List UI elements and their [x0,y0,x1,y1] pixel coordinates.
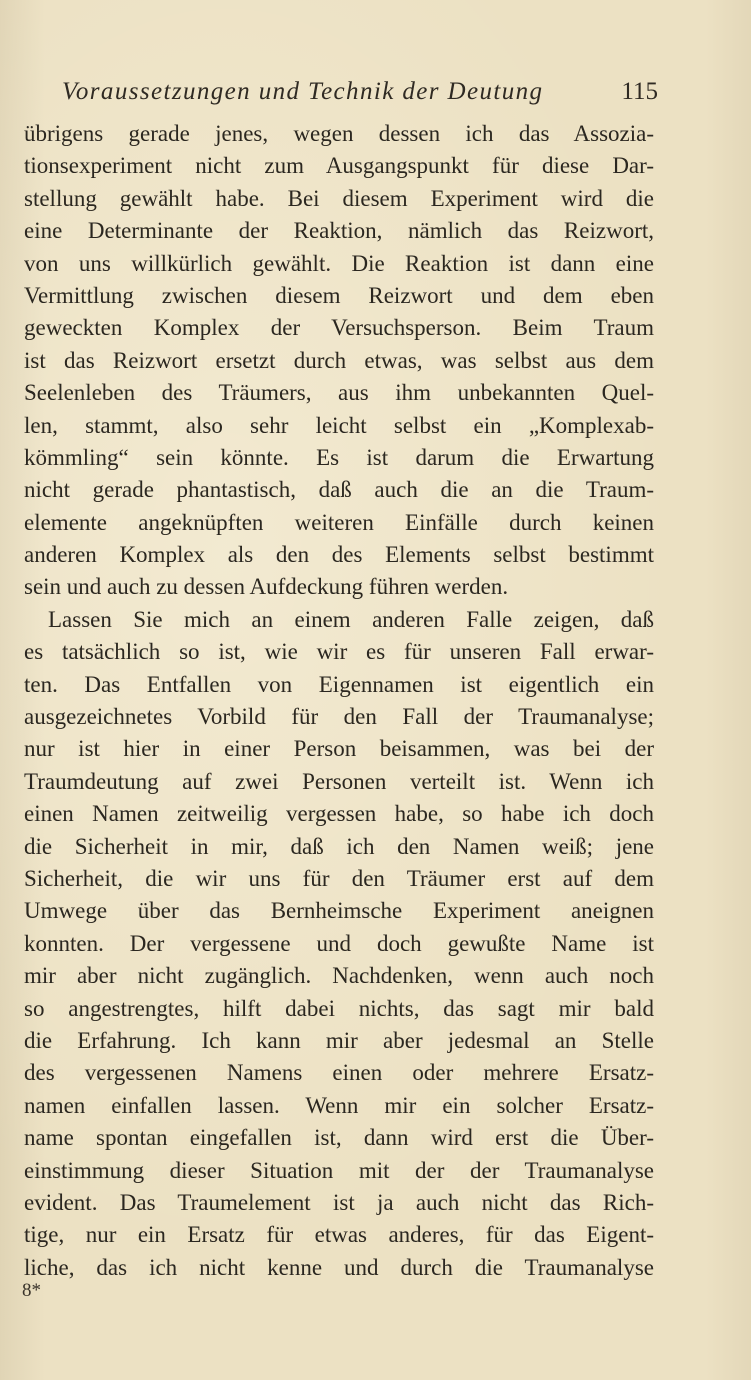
text-line: len, stammt, also sehr leicht selbst ein „Komplexab- [24,412,654,438]
text-line: einstimmung dieser Situation mit der der Traumanalyse [24,1157,654,1183]
text-line: eine Determinante der Reaktion, nämlich das Reizwort, [24,218,654,244]
text-line: name spontan eingefallen ist, dann wird erst die Über- [24,1125,654,1151]
text-line: Sicherheit, die wir uns für den Träumer erst auf dem [24,865,654,891]
text-line: anderen Komplex als den des Elements selbst bestimmt [24,542,654,568]
text-line: die Sicherheit in mir, daß ich den Namen weiß; jene [24,833,654,859]
text-line: Traumdeutung auf zwei Personen verteilt ist. Wenn ich [24,768,654,794]
text-line: konnten. Der vergessene und doch gewußte Name ist [24,930,654,956]
signature-mark: 8* [22,1280,41,1301]
text-line: ist das Reizwort ersetzt durch etwas, was selbst aus dem [24,347,654,373]
text-line: ten. Das Entfallen von Eigennamen ist eigentlich ein [24,671,654,697]
text-line: tige, nur ein Ersatz für etwas anderes, für das Eigent- [24,1222,654,1248]
text-line: einen Namen zeitweilig vergessen habe, so habe ich doch [24,801,654,827]
text-line: tionsexperiment nicht zum Ausgangspunkt für diese Dar- [24,153,654,179]
running-head: Voraussetzungen und Technik der Deutung [62,78,544,105]
text-line: elemente angeknüpften weiteren Einfälle durch keinen [24,509,654,535]
text-line: nur ist hier in einer Person beisammen, was bei der [24,736,654,762]
text-line: des vergessenen Namens einen oder mehrere Ersatz- [24,1060,654,1086]
text-line: liche, das ich nicht kenne und durch die Traumanalyse [24,1254,654,1280]
text-line: ausgezeichnetes Vorbild für den Fall der Traumanalyse; [24,704,654,730]
text-line: es tatsächlich so ist, wie wir es für unseren Fall erwar- [24,639,654,665]
text-line: Umwege über das Bernheimsche Experiment aneignen [24,898,654,924]
text-line: die Erfahrung. Ich kann mir aber jedesmal an Stelle [24,1027,654,1053]
text-line: kömmling“ sein könnte. Es ist darum die Erwartung [24,444,654,470]
text-line: von uns willkürlich gewählt. Die Reaktion ist dann eine [24,250,654,276]
text-line: namen einfallen lassen. Wenn mir ein solcher Ersatz- [24,1092,654,1118]
text-line: Seelenleben des Träumers, aus ihm unbekannten Quel- [24,380,654,406]
text-line: geweckten Komplex der Versuchsperson. Beim Traum [24,315,654,341]
page-number: 115 [621,78,658,105]
text-line: stellung gewählt habe. Bei diesem Experiment wird die [24,185,654,211]
text-line: mir aber nicht zugänglich. Nachdenken, wenn auch noch [24,963,654,989]
text-line: Vermittlung zwischen diesem Reizwort und dem eben [24,282,654,308]
text-line: übrigens gerade jenes, wegen dessen ich das Assozia- [24,121,654,146]
body-text [24,118,654,1284]
text-line: evident. Das Traumelement ist ja auch nicht das Rich- [24,1189,654,1215]
paragraph-end-line: sein und auch zu dessen Aufdeckung führen werden. [24,574,509,600]
text-line: nicht gerade phantastisch, daß auch die an die Traum- [24,477,654,503]
page-header [62,78,658,112]
paragraph-start-line: Lassen Sie mich an einem anderen Falle zeigen, daß [48,606,654,632]
text-line: so angestrengtes, hilft dabei nichts, das sagt mir bald [24,995,654,1021]
